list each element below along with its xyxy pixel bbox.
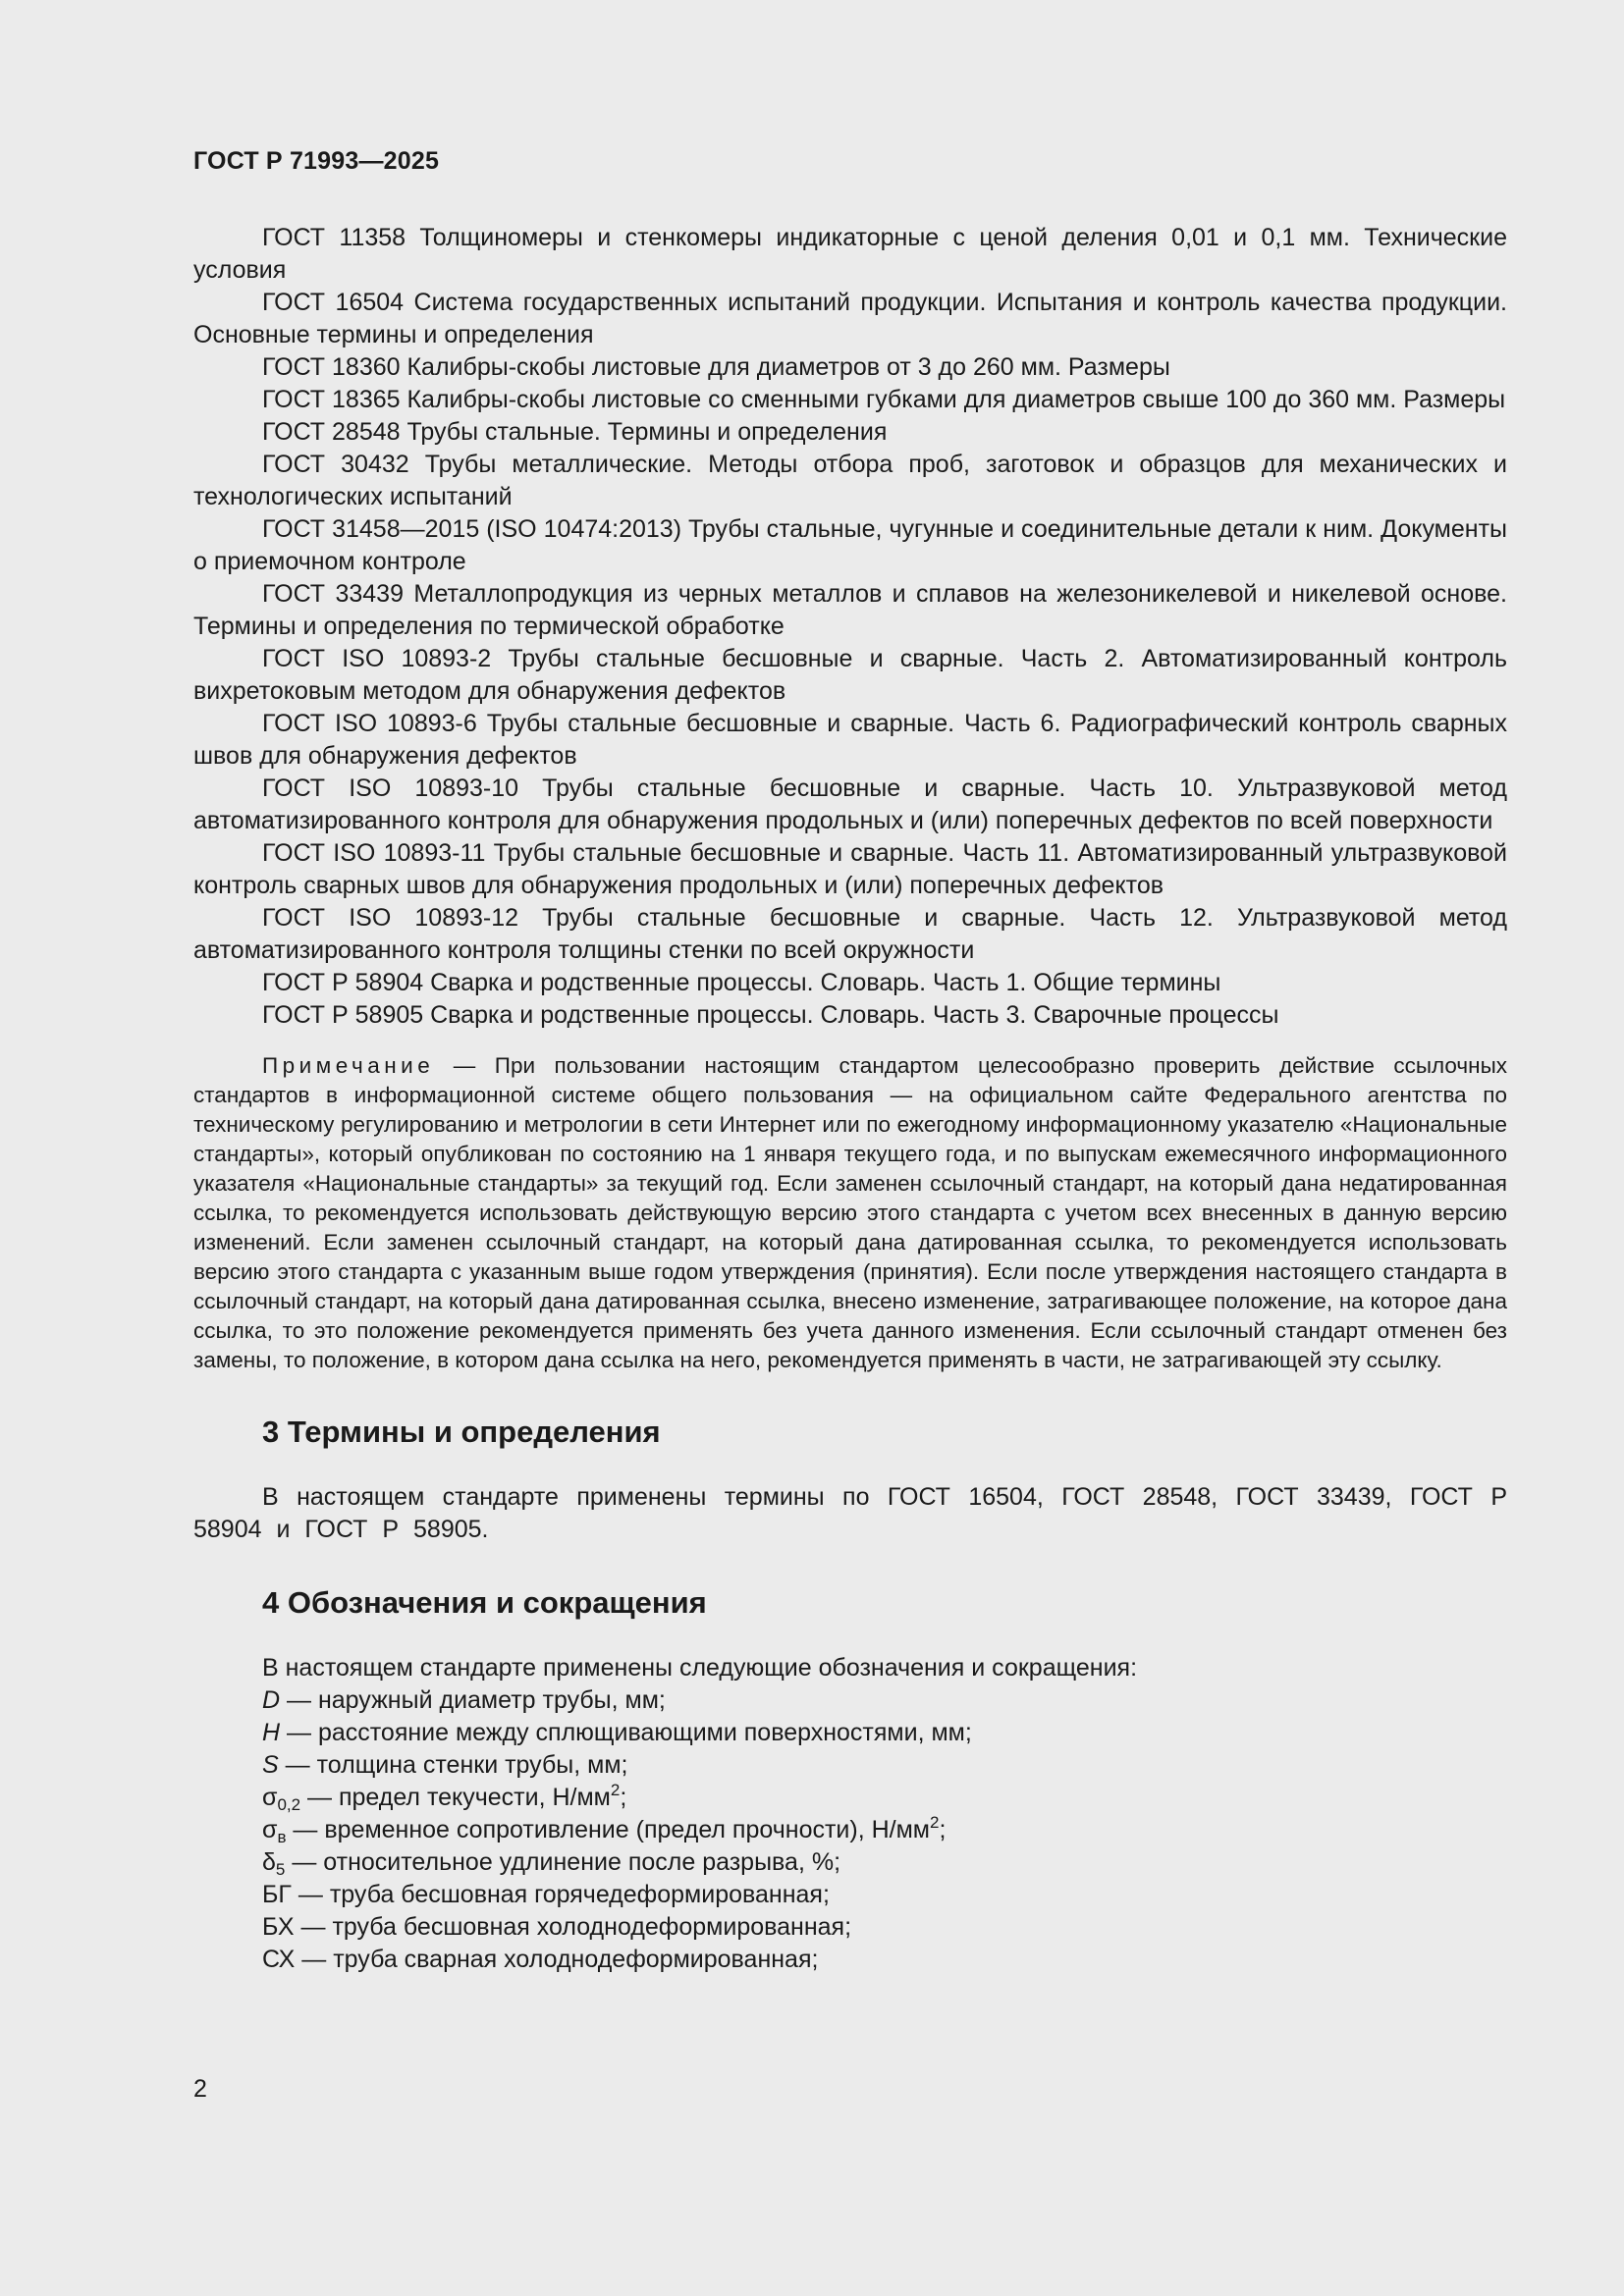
abbreviation-item [262,1749,1507,1782]
symbol: S [262,1751,279,1779]
reference-item: ГОСТ Р 58904 Сварка и родственные процессы. Словарь. Часть 1. Общие термины [262,969,1221,996]
abbreviation-item [262,1846,1507,1879]
symbol-description: — труба сварная холоднодеформированная; [295,1946,819,1973]
symbol: H [262,1719,281,1746]
note-label: Примечание [262,1053,435,1078]
symbol-description: — относительное удлинение после разрыва, %; [285,1848,841,1876]
unit-superscript: 2 [610,1781,621,1799]
symbol-description: — толщина стенки трубы, мм; [278,1751,628,1779]
reference-item: ГОСТ 30432 Трубы металлические. Методы отбора проб, заготовок и образцов для механических и технологических испытаний [193,451,1507,510]
note-paragraph [193,1051,1507,1375]
symbol: σ [262,1816,278,1843]
page-number: 2 [193,2075,207,2103]
symbol-description: — временное сопротивление (предел прочности), Н/мм [286,1816,930,1843]
section-4-title: 4 Обозначения и сокращения [262,1585,707,1620]
reference-item: ГОСТ ISO 10893-12 Трубы стальные бесшовные и сварные. Часть 12. Ультразвуковой метод автоматизированного контроля толщины стенки по всей окружности [193,904,1507,964]
page-content [193,222,1507,1976]
symbol-subscript: в [277,1828,287,1846]
section-4-intro: В настоящем стандарте применены следующие обозначения и сокращения: [262,1654,1138,1682]
reference-item: ГОСТ 33439 Металлопродукция из черных металлов и сплавов на железоникелевой и никелевой основе. Термины и определения по термической обработке [193,580,1507,640]
symbol: БХ [262,1913,295,1941]
symbol: БГ [262,1881,292,1908]
symbol: σ [262,1784,278,1811]
abbreviation-item [262,1782,1507,1814]
reference-item: ГОСТ 18365 Калибры-скобы листовые со сменными губками для диаметров свыше 100 до 360 мм. Размеры [262,386,1506,413]
reference-item: ГОСТ 31458—2015 (ISO 10474:2013) Трубы стальные, чугунные и соединительные детали к ним. Документы о приемочном контроле [193,515,1507,575]
reference-item: ГОСТ ISO 10893-10 Трубы стальные бесшовные и сварные. Часть 10. Ультразвуковой метод автоматизированного контроля для обнаружения продольных и (или) поперечных дефектов по всей поверхности [193,774,1507,834]
reference-item: ГОСТ ISO 10893-2 Трубы стальные бесшовные и сварные. Часть 2. Автоматизированный контроль вихретоковым методом для обнаружения дефектов [193,645,1507,705]
symbol: D [262,1686,281,1714]
item-tail: ; [939,1816,947,1843]
reference-item: ГОСТ 11358 Толщиномеры и стенкомеры индикаторные с ценой деления 0,01 и 0,1 мм. Технические условия [193,224,1507,284]
abbreviation-list [193,1684,1507,1976]
section-3-title: 3 Термины и определения [262,1415,661,1449]
symbol-description: — расстояние между сплющивающими поверхностями, мм; [280,1719,972,1746]
reference-item: ГОСТ ISO 10893-6 Трубы стальные бесшовные и сварные. Часть 6. Радиографический контроль сварных швов для обнаружения дефектов [193,710,1507,770]
symbol-subscript: 5 [275,1860,286,1879]
reference-item: ГОСТ Р 58905 Сварка и родственные процессы. Словарь. Часть 3. Сварочные процессы [262,1001,1279,1029]
reference-item: ГОСТ 18360 Калибры-скобы листовые для диаметров от 3 до 260 мм. Размеры [262,353,1170,381]
unit-superscript: 2 [929,1813,940,1832]
abbreviation-item [262,1911,1507,1944]
symbol-subscript: 0,2 [277,1795,301,1814]
abbreviation-item [262,1879,1507,1911]
symbol-description: — труба бесшовная холоднодеформированная; [294,1913,852,1941]
abbreviation-item [262,1717,1507,1749]
symbol-description: — предел текучести, Н/мм [300,1784,611,1811]
note-text: — При пользовании настоящим стандартом целесообразно проверить действие ссылочных стандартов в информационной системе общего пользования — на официальном сайте Федерального агентства по техническому регулированию и метрологии в сети Интернет или по ежегодному информационному указателю «Национальные стандарты», который опубликован по состоянию на 1 января текущего года, и по выпускам ежемесячного информационного указателя «Национальные стандарты» за текущий год. Если заменен ссылочный стандарт, на который дана недатированная ссылка, то рекомендуется использовать действующую версию этого стандарта с учетом всех внесенных в данную версию изменений. Если заменен ссылочный стандарт, на который дана датированная ссылка, то рекомендуется использовать версию этого стандарта с указанным выше годом утверждения (принятия). Если после утверждения настоящего стандарта в ссылочный стандарт, на который дана датированная ссылка, внесено изменение, затрагивающее положение, на которое дана ссылка, то это положение рекомендуется применять без учета данного изменения. Если ссылочный стандарт отменен без замены, то положение, в котором дана ссылка на него, рекомендуется применять в части, не затрагивающей эту ссылку. [193,1053,1507,1372]
symbol-description: — наружный диаметр трубы, мм; [280,1686,666,1714]
reference-item: ГОСТ 28548 Трубы стальные. Термины и определения [262,418,888,446]
reference-item: ГОСТ 16504 Система государственных испытаний продукции. Испытания и контроль качества продукции. Основные термины и определения [193,289,1507,348]
symbol: СХ [262,1946,296,1973]
abbreviation-item [262,1944,1507,1976]
abbreviation-item [262,1684,1507,1717]
symbol: δ [262,1848,276,1876]
doc-id-header: ГОСТ Р 71993—2025 [193,147,440,175]
symbol-description: — труба бесшовная горячедеформированная; [291,1881,830,1908]
reference-item: ГОСТ ISO 10893-11 Трубы стальные бесшовные и сварные. Часть 11. Автоматизированный ультразвуковой контроль сварных швов для обнаружения продольных и (или) поперечных дефектов [193,839,1507,899]
reference-list [193,222,1507,1032]
section-3-text: В настоящем стандарте применены термины по ГОСТ 16504, ГОСТ 28548, ГОСТ 33439, ГОСТ Р 58904 и ГОСТ Р 58905. [193,1483,1507,1543]
item-tail: ; [620,1784,627,1811]
abbreviation-item [262,1814,1507,1846]
